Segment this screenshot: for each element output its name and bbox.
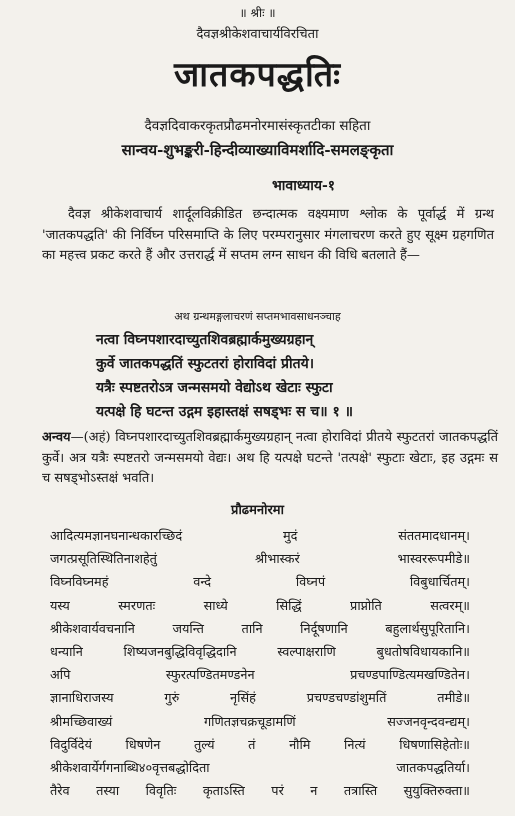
verse-word: वन्दे [193, 575, 212, 591]
verse-word: भास्वररूपमीडे॥ [397, 552, 470, 568]
verse-line: यत्पक्षे हि घटन्त उद्गम इहास्तक्षं सषड्भः स च॥ १ ॥ [96, 404, 354, 420]
author-line: दैवज्ञश्रीकेशवाचार्यविरचिता [196, 27, 319, 42]
verse-word: धिषणेन [125, 737, 161, 753]
verse-word: गुरुं [164, 691, 180, 707]
commentary-verse-line [50, 526, 470, 544]
verse-word: तत्रास्ति [343, 784, 378, 800]
verse-word: स्मरणतः [118, 598, 156, 614]
verse-word: तानि [241, 621, 263, 637]
verse-word: मुदं [282, 529, 298, 544]
verse-word: परं [271, 784, 284, 800]
commentary-title: प्रौढमनोरमा [231, 503, 284, 518]
commentary-verse-line [50, 619, 470, 637]
verse-word: तं [248, 737, 256, 753]
verse-word: शिष्यजनबुद्धिविवृद्धिदानि [123, 645, 237, 660]
commentary-verse-line [50, 758, 470, 776]
verse-word: विवृतिः [145, 784, 177, 800]
verse-word: तस्या [96, 784, 120, 800]
anvaya-label: अन्वय [42, 430, 71, 445]
verse-word: श्रीकेशवार्येर्गगनाब्धि४०वृत्तबद्धोदिता [50, 761, 210, 776]
anvaya-text: —(अहं) विघ्नपशारदाच्युतशिवब्रह्मार्कमुख्यग्रहान् नत्वा होराविदां प्रीतये स्फुटतरां जातकपद्धतिं कुर्वे। अत्र यत्रैः स्पष्टतरो जन्मसमयो वेद्यः। अथ हि यत्पक्षे घटन्ते 'तत्पक्षे' स्फुटाः खेटाः, इह उद्गमः स च सषड्भोऽस्तक्षं भवति। [42, 430, 498, 486]
verse-word: निर्दूषणानि [300, 621, 348, 637]
verse-word: न [310, 784, 318, 800]
commentary-verse-line [50, 572, 470, 590]
verse-word: साध्ये [203, 598, 228, 614]
hindi-commentary-line: सान्वय-शुभङ्करी-हिन्दीव्याख्याविमर्शादि-समलङ्कृता [121, 141, 394, 159]
verse-word: धन्यानि [50, 645, 83, 660]
verse-word: सत्वरम्॥ [430, 598, 470, 614]
intro-paragraph: दैवज्ञ श्रीकेशवाचार्य शार्दूलविक्रीडित छन्दात्मक वक्ष्यमाण श्लोक के पूर्वार्द्ध में ग्रन्थ 'जातकपद्धति' की निर्विघ्न परिसमाप्ति के लिए परम्परानुसार मंगलाचरण करते हुए सूक्ष्म ग्रहगणित का महत्त्व प्रकट करते हैं और उत्तरार्द्ध में सप्तम लग्न साधन की विधि बतलाते हैं— [42, 207, 494, 263]
verse-word: आदित्यमज्ञानघनान्धकारच्छिदं [50, 529, 183, 544]
verse-word: नौमि [289, 737, 311, 753]
verse-word: संततमादधानम्। [398, 529, 470, 544]
verse-word: यस्य [50, 598, 70, 614]
commentary-line: दैवज्ञदिवाकरकृतप्रौढमनोरमासंस्कृतटीका सहिता [144, 118, 371, 134]
verse-word: सज्जनवृन्दवन्द्यम्। [387, 714, 470, 730]
verse-word: श्रीकेशवार्यवचनानि [50, 621, 135, 637]
verse-word: सिद्धिं [276, 598, 302, 614]
verse-word: विघ्नविघ्नमहं [50, 575, 109, 591]
verse-word: जातकपद्धतिर्या। [396, 761, 470, 776]
verse-intro: अथ ग्रन्थमङ्गलाचरणं सप्तमभावसाधनञ्चाह [174, 310, 341, 323]
verse-word: गणितज्ञचक्रचूडामणिं [203, 714, 296, 730]
anvaya-paragraph [42, 428, 498, 490]
commentary-verse-line [50, 712, 470, 730]
commentary-verse-line [50, 549, 470, 567]
commentary-verse-line [50, 781, 470, 799]
verse-word: ज्ञानाधिराजस्य [50, 691, 114, 707]
verse-word: प्रचण्डपाण्डित्यमखण्डितेन। [350, 668, 470, 684]
verse-word: धिषणासिहेतोः॥ [399, 737, 470, 753]
verse-word: प्राप्नोति [350, 598, 382, 614]
verse-word: सुयुक्तिरुक्ता॥ [403, 784, 470, 800]
verse-word: तुल्यं [194, 737, 215, 753]
invocation: ॥ श्रीः ॥ [239, 6, 276, 20]
verse-word: जयन्ति [172, 621, 204, 637]
commentary-verse-line [50, 688, 470, 706]
verse-word: श्रीमच्छिवाख्यं [50, 714, 113, 730]
verse-word: बुधतोषविधायकानि॥ [376, 645, 470, 660]
verse-word: बहुलार्थसुपूरितानि। [385, 621, 470, 637]
verse-word: श्रीभास्करं [254, 552, 300, 568]
verse-word: तैरेव [50, 784, 70, 800]
verse-word: अपि [50, 668, 71, 684]
verse-word: नृसिंहं [230, 691, 256, 707]
verse-word: प्रचण्डचण्डांशुमतिं [306, 691, 387, 707]
verse-line: यत्रैः स्पष्टतरोऽत्र जन्मसमयो वेद्योऽथ खेटाः स्फुटा [96, 380, 333, 396]
commentary-verse-line [50, 596, 470, 614]
verse-word: जगत्प्रसूतिस्थितिनाशहेतुं [50, 552, 157, 568]
commentary-verse-line [50, 735, 470, 753]
verse-word: तमीडे॥ [437, 691, 470, 707]
verse-line: कुर्वे जातकपद्धतिं स्फुटतरां होराविदां प्रीतये। [96, 356, 315, 372]
commentary-verse-line [50, 642, 470, 660]
commentary-verse-line [50, 665, 470, 683]
verse-line: नत्वा विघ्नपशारदाच्युतशिवब्रह्मार्कमुख्यग्रहान् [96, 332, 314, 348]
verse-word: विबुधार्चितम्। [409, 575, 470, 591]
verse-word: विघ्नपं [295, 575, 326, 591]
verse-word: स्वल्पाक्षराणि [277, 645, 336, 660]
book-title: जातकपद्धतिः [173, 55, 342, 95]
verse-word: स्फुरत्पण्डितमण्डनेन [165, 668, 255, 684]
verse-word: कृताऽस्ति [202, 784, 245, 800]
verse-word: विदुर्विदेयं [50, 737, 92, 753]
verse-word: नित्यं [344, 737, 366, 753]
chapter-title: भावाध्याय-१ [271, 178, 336, 194]
